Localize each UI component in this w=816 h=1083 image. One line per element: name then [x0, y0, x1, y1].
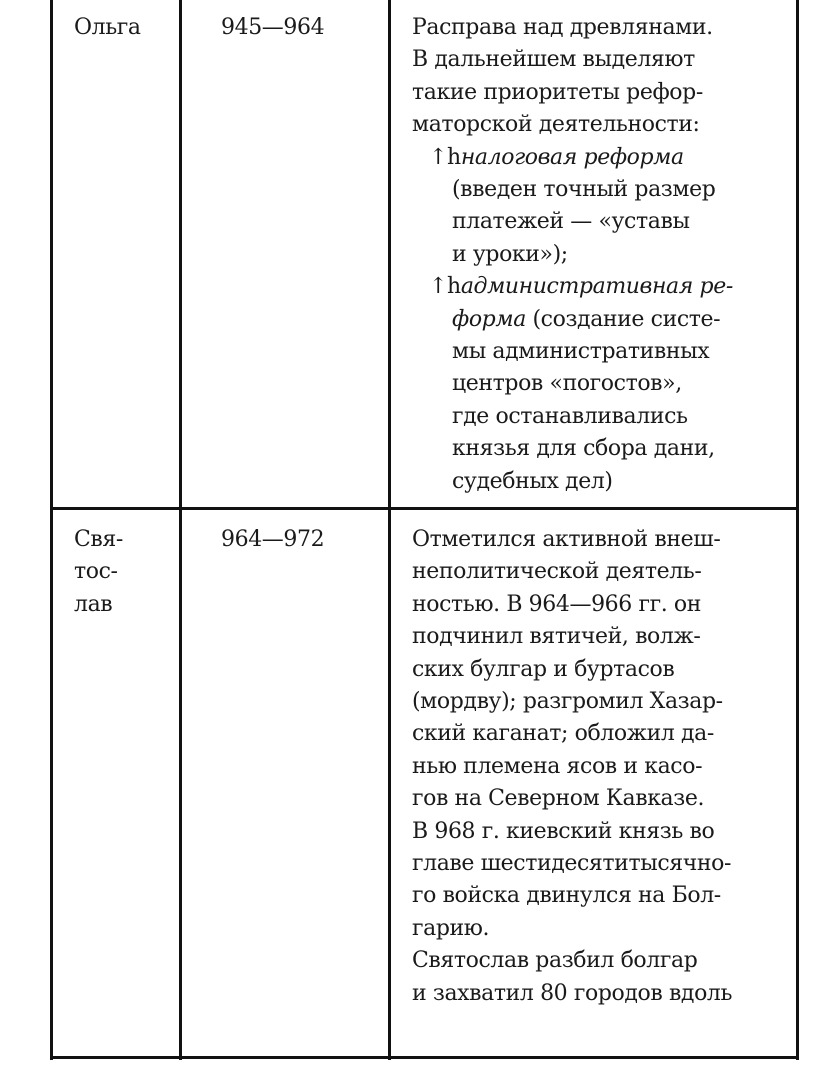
desc-line: маторской деятельности: [412, 112, 700, 138]
desc-line: судебных дел) [452, 468, 613, 494]
desc-line: гарию. [412, 915, 490, 941]
desc-line: мы административных [452, 339, 710, 365]
desc-line: неполитической деятель- [412, 559, 702, 585]
desc-line: Расправа над древлянами. [412, 15, 713, 40]
name-line: тос- [74, 559, 118, 585]
column-divider-1 [179, 0, 182, 1060]
row-svyatoslav-description [412, 524, 732, 1010]
desc-line: князья для сбора дани, [452, 436, 715, 462]
bullet-admin-reform [412, 271, 733, 303]
desc-line: главе шестидесятитысячно- [412, 851, 732, 877]
reign-years: 964—972 [221, 527, 325, 552]
reign-years: 945—964 [221, 15, 325, 40]
row-olga-description [412, 12, 733, 498]
desc-line: и уроки»); [452, 241, 568, 267]
desc-line: Святослав разбил болгар [412, 948, 698, 974]
table-right-border [796, 0, 799, 1060]
bullet-arrow-icon: ↑h [429, 274, 461, 300]
desc-line: нью племена ясов и касо- [412, 753, 703, 779]
desc-line: В 968 г. киевский князь во [412, 818, 715, 844]
table-left-border [50, 0, 53, 1060]
table-bottom-border [50, 1056, 799, 1059]
desc-line: и захватил 80 городов вдоль [412, 980, 733, 1006]
desc-line: В дальнейшем выделяют [412, 47, 695, 73]
name-line: лав [74, 591, 113, 617]
desc-line: центров «погостов», [452, 371, 682, 397]
row-svyatoslav-years [221, 524, 324, 556]
desc-line: ностью. В 964—966 гг. он [412, 591, 702, 617]
row-svyatoslav-name [74, 524, 123, 621]
desc-line: (введен точный размер [452, 177, 716, 203]
desc-line: Отметился активной внеш- [412, 527, 721, 552]
name-line: Свя- [74, 527, 123, 552]
desc-line: ских булгар и буртасов [412, 656, 675, 682]
tax-reform-term: налоговая реформа [460, 144, 684, 170]
bullet-tax-reform [412, 142, 733, 174]
bullet-arrow-icon: ↑h [429, 144, 461, 170]
desc-line: (мордву); разгромил Хазар- [412, 689, 723, 715]
admin-reform-term: административная ре- [460, 274, 733, 300]
desc-line: где останавливались [452, 403, 688, 429]
desc-line [412, 304, 733, 336]
desc-line: платежей — «уставы [452, 209, 690, 235]
name-line: Ольга [74, 15, 141, 40]
desc-line: ский каганат; обложил да- [412, 721, 714, 747]
row-olga-name [74, 12, 141, 44]
row-olga-years [221, 12, 324, 44]
desc-line: подчинил вятичей, волж- [412, 624, 701, 650]
column-divider-2 [388, 0, 391, 1060]
desc-line: го войска двинулся на Бол- [412, 883, 721, 909]
desc-line: гов на Северном Кавказе. [412, 786, 705, 812]
desc-line: такие приоритеты рефор- [412, 79, 703, 105]
row-divider [50, 507, 799, 510]
admin-reform-term-end: форма [452, 306, 526, 332]
desc-fragment: (создание систе- [525, 306, 721, 332]
